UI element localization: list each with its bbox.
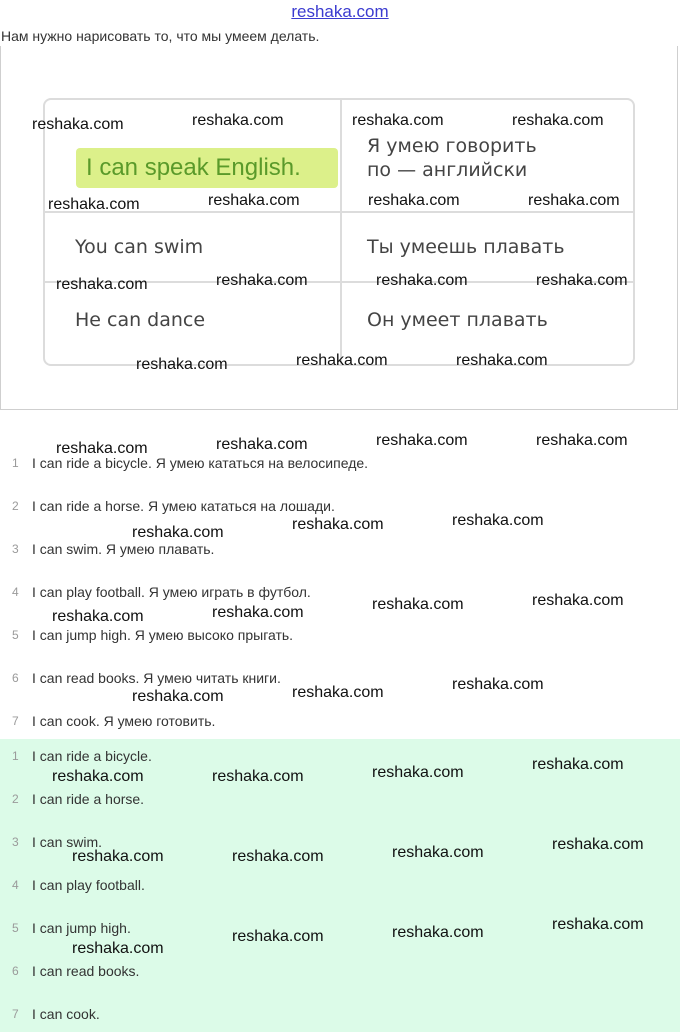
watermark: reshaka.com bbox=[132, 524, 224, 541]
watermark: reshaka.com bbox=[208, 192, 300, 209]
watermark: reshaka.com bbox=[352, 112, 444, 129]
watermark: reshaka.com bbox=[32, 116, 124, 133]
item-text: I can ride a bicycle. Я умею кататься на велосипеде. bbox=[32, 455, 369, 471]
item-number: 1 bbox=[12, 456, 19, 470]
item-text: I can read books. Я умею читать книги. bbox=[32, 670, 281, 686]
phrase-cell: He can dance bbox=[75, 309, 206, 331]
watermark: reshaka.com bbox=[552, 836, 644, 853]
watermark: reshaka.com bbox=[392, 924, 484, 941]
watermark: reshaka.com bbox=[232, 928, 324, 945]
item-number: 2 bbox=[12, 499, 19, 513]
watermark: reshaka.com bbox=[528, 192, 620, 209]
item-number: 6 bbox=[12, 671, 19, 685]
watermark: reshaka.com bbox=[72, 940, 164, 957]
item-number: 3 bbox=[12, 542, 19, 556]
item-number: 1 bbox=[12, 749, 19, 763]
watermark: reshaka.com bbox=[452, 676, 544, 693]
intro-text: Нам нужно нарисовать то, что мы умеем делать. bbox=[1, 28, 320, 44]
watermark: reshaka.com bbox=[536, 272, 628, 289]
item-number: 3 bbox=[12, 835, 19, 849]
watermark: reshaka.com bbox=[452, 512, 544, 529]
watermark: reshaka.com bbox=[456, 352, 548, 369]
item-text: I can ride a horse. Я умею кататься на лошади. bbox=[32, 498, 335, 514]
watermark: reshaka.com bbox=[376, 272, 468, 289]
translation-cell bbox=[367, 134, 537, 182]
watermark: reshaka.com bbox=[532, 756, 624, 773]
item-number: 6 bbox=[12, 964, 19, 978]
watermark: reshaka.com bbox=[372, 596, 464, 613]
translation-cell: Ты умеешь плавать bbox=[367, 236, 565, 258]
watermark: reshaka.com bbox=[212, 768, 304, 785]
watermark: reshaka.com bbox=[52, 608, 144, 625]
item-number: 7 bbox=[12, 714, 19, 728]
watermark: reshaka.com bbox=[56, 440, 148, 457]
watermark: reshaka.com bbox=[552, 916, 644, 933]
watermark: reshaka.com bbox=[392, 844, 484, 861]
watermark: reshaka.com bbox=[536, 432, 628, 449]
watermark: reshaka.com bbox=[292, 684, 384, 701]
item-number: 4 bbox=[12, 878, 19, 892]
watermark: reshaka.com bbox=[72, 848, 164, 865]
watermark: reshaka.com bbox=[216, 272, 308, 289]
watermark: reshaka.com bbox=[136, 356, 228, 373]
item-text: I can read books. bbox=[32, 963, 140, 979]
watermark: reshaka.com bbox=[372, 764, 464, 781]
site-link[interactable]: reshaka.com bbox=[291, 2, 389, 21]
item-number: 5 bbox=[12, 628, 19, 642]
item-text: I can swim. Я умею плавать. bbox=[32, 541, 215, 557]
watermark: reshaka.com bbox=[216, 436, 308, 453]
watermark: reshaka.com bbox=[56, 276, 148, 293]
item-text: I can jump high. Я умею высоко прыгать. bbox=[32, 627, 294, 643]
watermark: reshaka.com bbox=[232, 848, 324, 865]
translation-line: Я умею говорить bbox=[367, 135, 537, 157]
item-text: I can play football. bbox=[32, 877, 145, 893]
item-text: I can cook. Я умею готовить. bbox=[32, 713, 216, 729]
watermark: reshaka.com bbox=[48, 196, 140, 213]
watermark: reshaka.com bbox=[532, 592, 624, 609]
watermark: reshaka.com bbox=[292, 516, 384, 533]
item-text: I can jump high. bbox=[32, 920, 131, 936]
highlighted-phrase: I can speak English. bbox=[76, 148, 338, 188]
watermark: reshaka.com bbox=[132, 688, 224, 705]
item-number: 2 bbox=[12, 792, 19, 806]
watermark: reshaka.com bbox=[192, 112, 284, 129]
phrase-table bbox=[43, 98, 635, 366]
watermark: reshaka.com bbox=[368, 192, 460, 209]
watermark: reshaka.com bbox=[212, 604, 304, 621]
item-number: 5 bbox=[12, 921, 19, 935]
item-text: I can swim. bbox=[32, 834, 103, 850]
translation-line: по — английски bbox=[367, 159, 528, 181]
watermark: reshaka.com bbox=[52, 768, 144, 785]
translation-cell: Он умеет плавать bbox=[367, 309, 548, 331]
watermark: reshaka.com bbox=[376, 432, 468, 449]
item-text: I can ride a horse. bbox=[32, 791, 145, 807]
watermark: reshaka.com bbox=[296, 352, 388, 369]
watermark: reshaka.com bbox=[512, 112, 604, 129]
table-divider-vertical bbox=[340, 100, 342, 364]
item-text: I can play football. Я умею играть в футбол. bbox=[32, 584, 311, 600]
phrase-cell: You can swim bbox=[75, 236, 204, 258]
item-text: I can cook. bbox=[32, 1006, 100, 1022]
item-text: I can ride a bicycle. bbox=[32, 748, 152, 764]
item-number: 7 bbox=[12, 1007, 19, 1021]
item-number: 4 bbox=[12, 585, 19, 599]
